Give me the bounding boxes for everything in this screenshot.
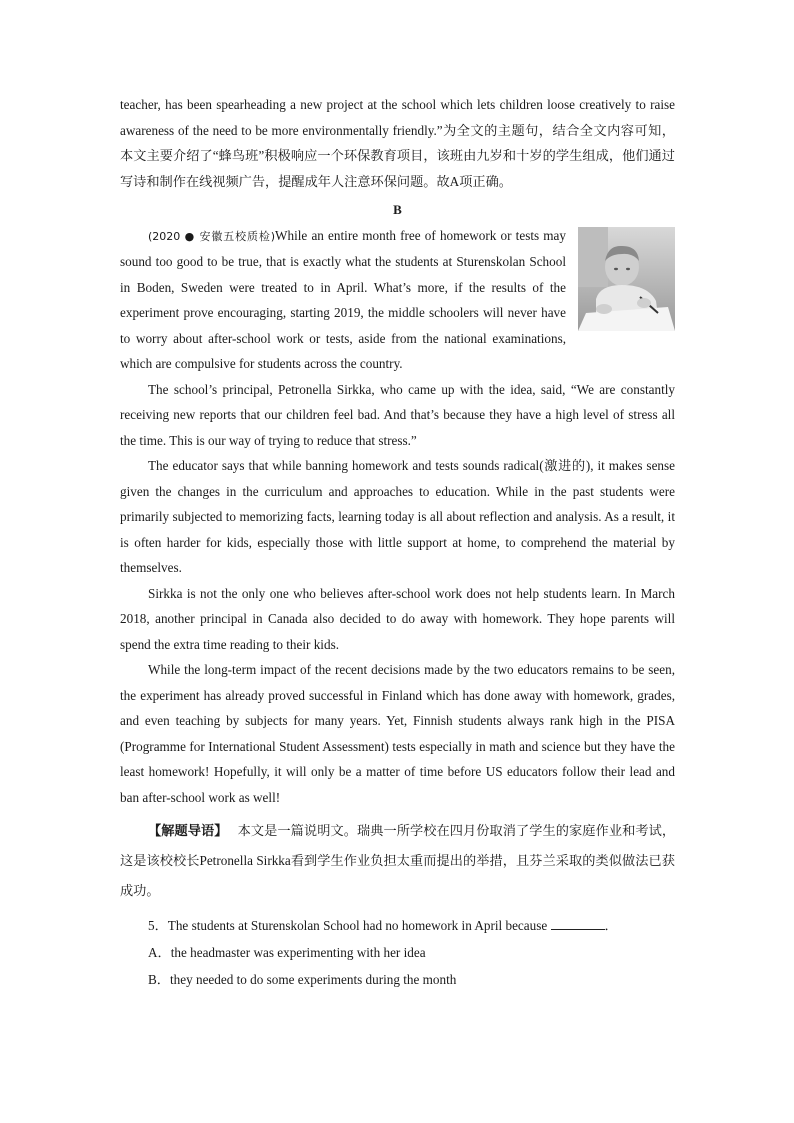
- question-stem-text: 5．The students at Sturenskolan School had no homework in April because: [148, 918, 548, 934]
- option-b: B．they needed to do some experiments during the month: [148, 972, 457, 988]
- guide-text: 本文是一篇说明文。瑞典一所学校在四月份取消了学生的家庭作业和考试，这是该校校长Petronella Sirkka看到学生作业负担太重而提出的举措，且芬兰采取的类似做法已获成功。: [120, 823, 676, 899]
- passage-paragraph-3: The educator says that while banning homework and tests sounds radical(激进的), it makes sense given the changes in the curriculum and approaches to education. While in the past students were primarily subjected to memorizing facts, learning today is all about reflection and analysis. As a result, it is often harder for kids, especially those with little support at home, to comprehend the material by themselves.: [120, 458, 675, 576]
- option-a: A．the headmaster was experimenting with her idea: [148, 945, 426, 961]
- section-title: B: [393, 201, 402, 217]
- boy-writing-photo: [578, 227, 675, 331]
- intro-paragraph: teacher, has been spearheading a new project at the school which lets children loose creatively to raise awareness of the need to be more environmentally friendly.”为全文的主题句，结合全文内容可知，本文主要介绍了“蜂鸟班”积极响应一个环保教育项目，该班由九岁和十岁的学生组成，他们通过写诗和制作在线视频广告，提醒成年人注意环保问题。故A项正确。: [120, 97, 675, 190]
- question-stem: [120, 912, 675, 939]
- guide-tag: 【解题导语】: [148, 823, 228, 839]
- passage-paragraph-5: While the long-term impact of the recent decisions made by the two educators remains to be seen, the experiment has already proved successful in Finland which has done away with homework, grades, and even teaching by subjects for many years. Yet, Finnish students always rank high in the PISA (Programme for International Student Assessment) tests especially in math and science but they have the least homework! Hopefully, it will only be a matter of time before US educators follow their lead and ban after-school work as well!: [120, 662, 675, 805]
- passage-paragraph-4: Sirkka is not the only one who believes after-school work does not help students learn. In March 2018, another principal in Canada also decided to do away with homework. They hope parents will spend the extra time reading to their kids.: [120, 585, 675, 652]
- question-stem-end: ．: [604, 918, 618, 934]
- guide-paragraph: [120, 816, 675, 906]
- answer-blank: [551, 917, 605, 930]
- document-page: [120, 92, 675, 993]
- source-tag: (2020 ● 安徽五校质检): [148, 229, 276, 243]
- passage-paragraph-1-text: While an entire month free of homework or tests may sound too good to be true, that is exactly what the students at Sturenskolan School in Boden, Sweden were treated to in April. What’s more, if the results of the experiment prove encouraging, starting 2019, the middle schoolers will never have to worry about after-school work or tests, aside from the national examinations, which are compulsive for students across the country.: [120, 227, 566, 372]
- passage-paragraph-2: The school’s principal, Petronella Sirkka, who came up with the idea, said, “We are constantly receiving new reports that our children feel bad. And that’s because they have a high level of stress all the time. This is our way of trying to reduce that stress.”: [120, 381, 675, 448]
